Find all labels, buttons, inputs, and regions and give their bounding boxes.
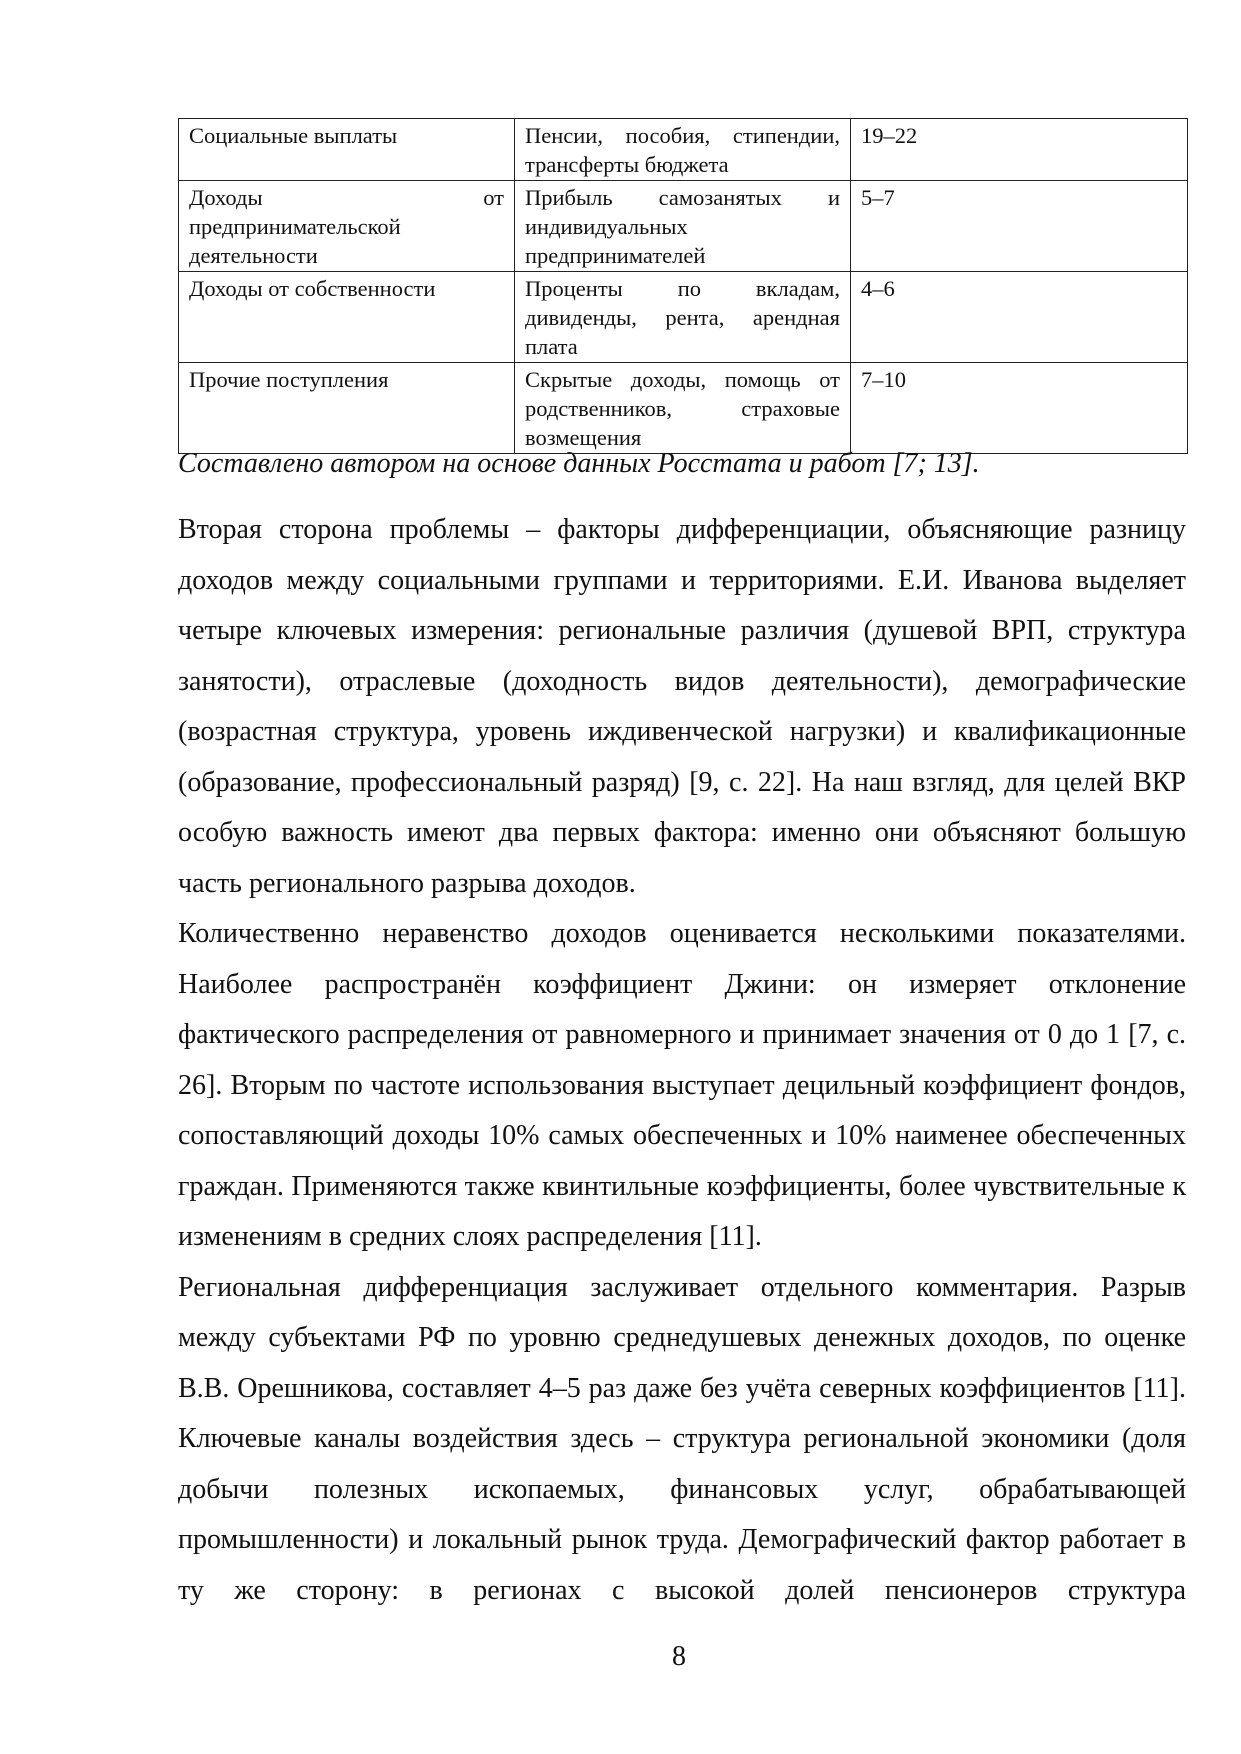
table-row: [179, 181, 1188, 272]
table-row: [179, 272, 1188, 363]
paragraph: Региональная дифференциация заслуживает отдельного комментария. Разрыв между субъектами РФ по уровню среднедушевых денежных доходов, по оценке В.В. Орешникова, составляет 4–5 раз даже без учёта северных коэффициентов [11]. Ключевые каналы воздействия здесь – структура региональной экономики (доля добычи полезных ископаемых, финансовых услуг, обрабатывающей промышленности) и локальный рынок труда. Демографический фактор работает в ту же сторону: в регионах с высокой долей пенсионеров структура: [178, 1271, 1186, 1606]
table-cell-share: 7–10: [851, 363, 1188, 454]
table-cell-description: Пенсии, пособия, стипендии, трансферты бюджета: [515, 119, 851, 181]
body-text: [178, 505, 1186, 1616]
table-cell-share: 4–6: [851, 272, 1188, 363]
page-number: 8: [672, 1641, 686, 1672]
table-cell-share: 5–7: [851, 181, 1188, 272]
table-cell-category: Прочие поступления: [179, 363, 515, 454]
table-cell-category: Доходы от собственности: [179, 272, 515, 363]
table-cell-description: Скрытые доходы, помощь от родственников, страховые возмещения: [515, 363, 851, 454]
paragraph: Вторая сторона проблемы – факторы дифференциации, объясняющие разницу доходов между социальными группами и территориями. Е.И. Иванова выделяет четыре ключевых измерения: региональные различия (душевой ВРП, структура занятости), отраслевые (доходность видов деятельности), демографические (возрастная структура, уровень иждивенческой нагрузки) и квалификационные (образование, профессиональный разряд) [9, с. 22]. На наш взгляд, для целей ВКР особую важность имеют два первых фактора: именно они объясняют большую часть регионального разрыва доходов.: [178, 514, 1186, 899]
paragraph: Количественно неравенство доходов оценивается несколькими показателями. Наиболее распространён коэффициент Джини: он измеряет отклонение фактического распределения от равномерного и принимает значения от 0 до 1 [7, с. 26]. Вторым по частоте использования выступает децильный коэффициент фондов, сопоставляющий доходы 10% самых обеспеченных и 10% наименее обеспеченных граждан. Применяются также квинтильные коэффициенты, более чувствительные к изменениям в средних слоях распределения [11].: [178, 918, 1186, 1252]
table-cell-share: 19–22: [851, 119, 1188, 181]
table-cell-category: [179, 181, 515, 272]
table-cell-category: Социальные выплаты: [179, 119, 515, 181]
table-cell-description: Проценты по вкладам, дивиденды, рента, арендная плата: [515, 272, 851, 363]
table-cell-category-line: предпринимательской: [189, 214, 401, 239]
table-cell-category-line: деятельности: [189, 243, 318, 268]
table-cell-description: Прибыль самозанятых и индивидуальных предпринимателей: [515, 181, 851, 272]
table-cell-category-line: Доходы от: [189, 185, 504, 210]
table-row: [179, 363, 1188, 454]
table-source-caption: Составлено автором на основе данных Росстата и работ [7; 13].: [178, 448, 980, 479]
income-structure-table: [178, 118, 1188, 454]
table-row: [179, 119, 1188, 181]
